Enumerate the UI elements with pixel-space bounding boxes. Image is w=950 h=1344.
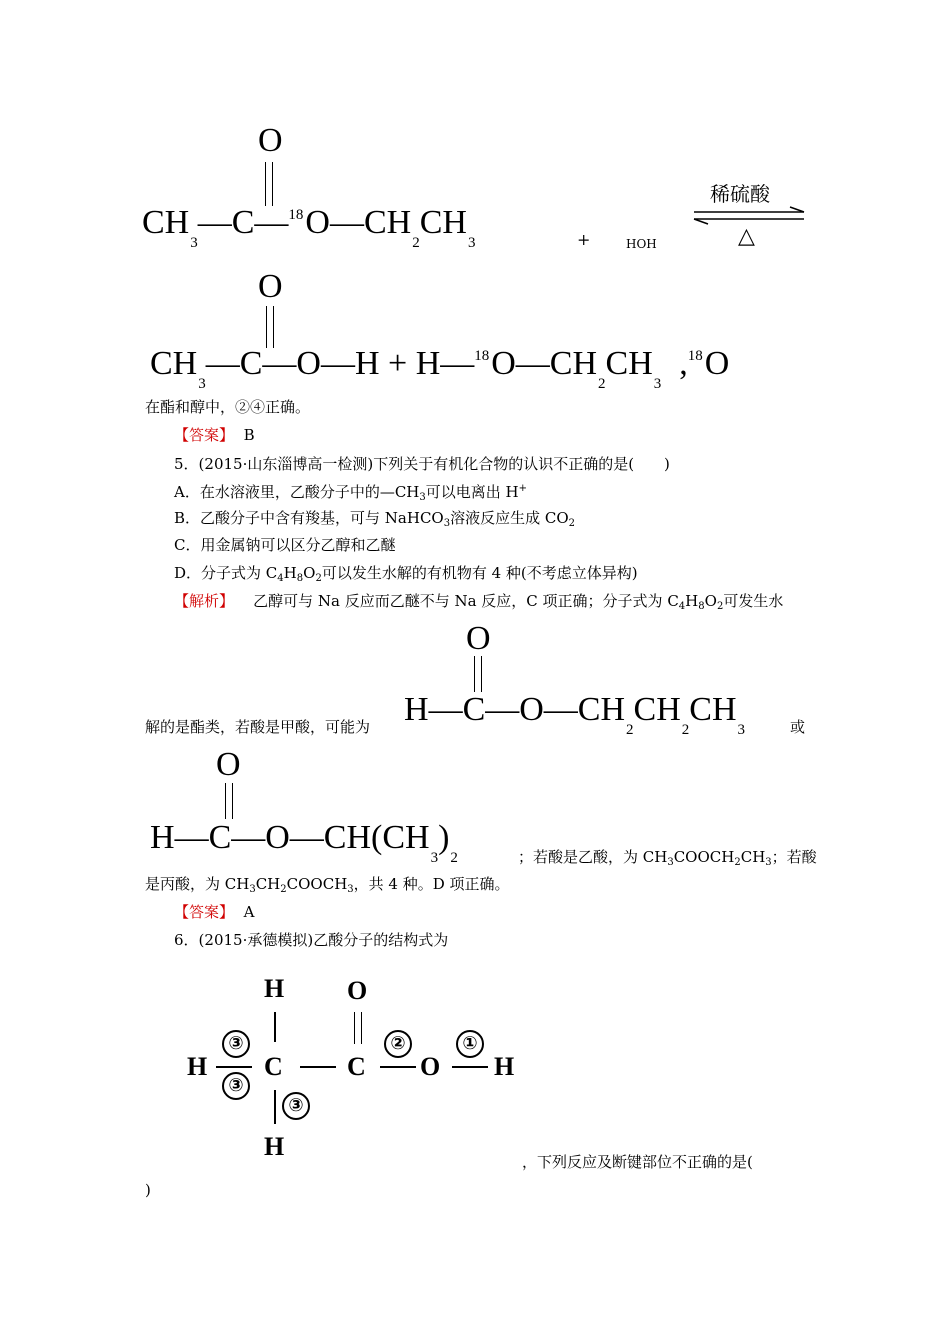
atom-o-hydroxyl: O xyxy=(420,1052,441,1081)
reaction1-hoh: HOH xyxy=(626,237,657,251)
reaction2-double-bond xyxy=(266,306,274,348)
bond-h-left xyxy=(216,1066,252,1068)
atom-c1: C xyxy=(264,1052,283,1081)
reaction1-carbonyl-o: O xyxy=(258,122,283,159)
formula2-double-bond xyxy=(225,783,233,819)
atom-h-right: H xyxy=(494,1052,515,1081)
bond-c-h-bottom xyxy=(274,1090,276,1124)
atom-c2: C xyxy=(347,1052,366,1081)
question-6-tail: ，下列反应及断键部位不正确的是( xyxy=(522,1153,753,1171)
bond-mark-3-upper: ③ xyxy=(222,1030,250,1058)
analysis-line: 【解析】 乙醇可与 Na 反应而乙醚不与 Na 反应，C 项正确；分子式为 $C_4H_8O_2$可发生水 xyxy=(174,592,784,612)
answer-line-2: 【答案】 A xyxy=(174,903,255,921)
reaction1-ester-formula: $CH_3—C—^{18}O—CH_2CH_3$ xyxy=(142,204,476,251)
bond-c-o-double xyxy=(354,1012,362,1044)
option-a: A．在水溶液里，乙酸分子中的$—CH_3$可以电离出 H+ xyxy=(174,483,528,503)
bond-mark-3-bottom: ③ xyxy=(282,1092,310,1120)
formula2-carbonyl-o: O xyxy=(216,746,241,783)
option-d: D．分子式为 $C_4H_8O_2$可以发生水解的有机物有 4 种(不考虑立体异构) xyxy=(174,564,638,584)
question-5: 5．(2015·山东淄博高一检测)下列关于有机化合物的认识不正确的是( ) xyxy=(174,455,670,473)
bond-c-c xyxy=(300,1066,336,1068)
option-b: B．乙酸分子中含有羧基，可与 NaHCO$_3$溶液反应生成 $CO_2$ xyxy=(174,509,576,529)
bond-c-o xyxy=(380,1066,416,1068)
hydrolysis-line: 解的是酯类，若酸是甲酸，可能为 xyxy=(145,718,371,736)
question-6: 6．(2015·承德模拟)乙酸分子的结构式为 xyxy=(174,931,449,949)
option-c: C．用金属钠可以区分乙醇和乙醚 xyxy=(174,536,396,554)
reaction1-heat: △ xyxy=(738,224,755,249)
formula1-carbonyl-o: O xyxy=(466,620,491,657)
atom-h-left: H xyxy=(187,1052,208,1081)
ester-alcohol-line: 在酯和醇中，②④正确。 xyxy=(145,398,311,416)
reaction2-products: $CH_3—C—O—H$ + $H—^{18}O—CH_2CH_3,^{18}O$ xyxy=(150,345,730,392)
formula1-double-bond xyxy=(474,656,482,692)
question-6-close: ) xyxy=(145,1181,151,1199)
bond-mark-3-lower: ③ xyxy=(222,1072,250,1100)
formula2-structure: $H—C—O—CH(CH_3)_2$ xyxy=(150,819,458,866)
reaction1-double-bond xyxy=(265,162,273,206)
reaction2-carbonyl-o: O xyxy=(258,268,283,305)
formula1-structure: $H—C—O—CH_2CH_2CH_3$ xyxy=(404,691,745,738)
atom-h-bottom: H xyxy=(264,1132,285,1161)
bond-o-h xyxy=(452,1066,488,1068)
reaction1-catalyst: 稀硫酸 xyxy=(710,182,770,206)
atom-o-carbonyl: O xyxy=(347,976,368,1005)
bond-mark-2: ② xyxy=(384,1030,412,1058)
atom-h-top: H xyxy=(264,974,285,1003)
bond-mark-1: ① xyxy=(456,1030,484,1058)
acetic-ester-line: ；若酸是乙酸，为 $CH_3COOCH_2CH_3$；若酸 xyxy=(518,848,817,868)
or-word: 或 xyxy=(790,718,806,736)
reaction1-plus: + xyxy=(577,230,591,249)
propanoic-line: 是丙酸，为 $CH_3CH_2COOCH_3$，共 4 种。D 项正确。 xyxy=(145,875,510,895)
answer-line-1: 【答案】 B xyxy=(174,426,255,444)
bond-c-h-top xyxy=(274,1012,276,1042)
